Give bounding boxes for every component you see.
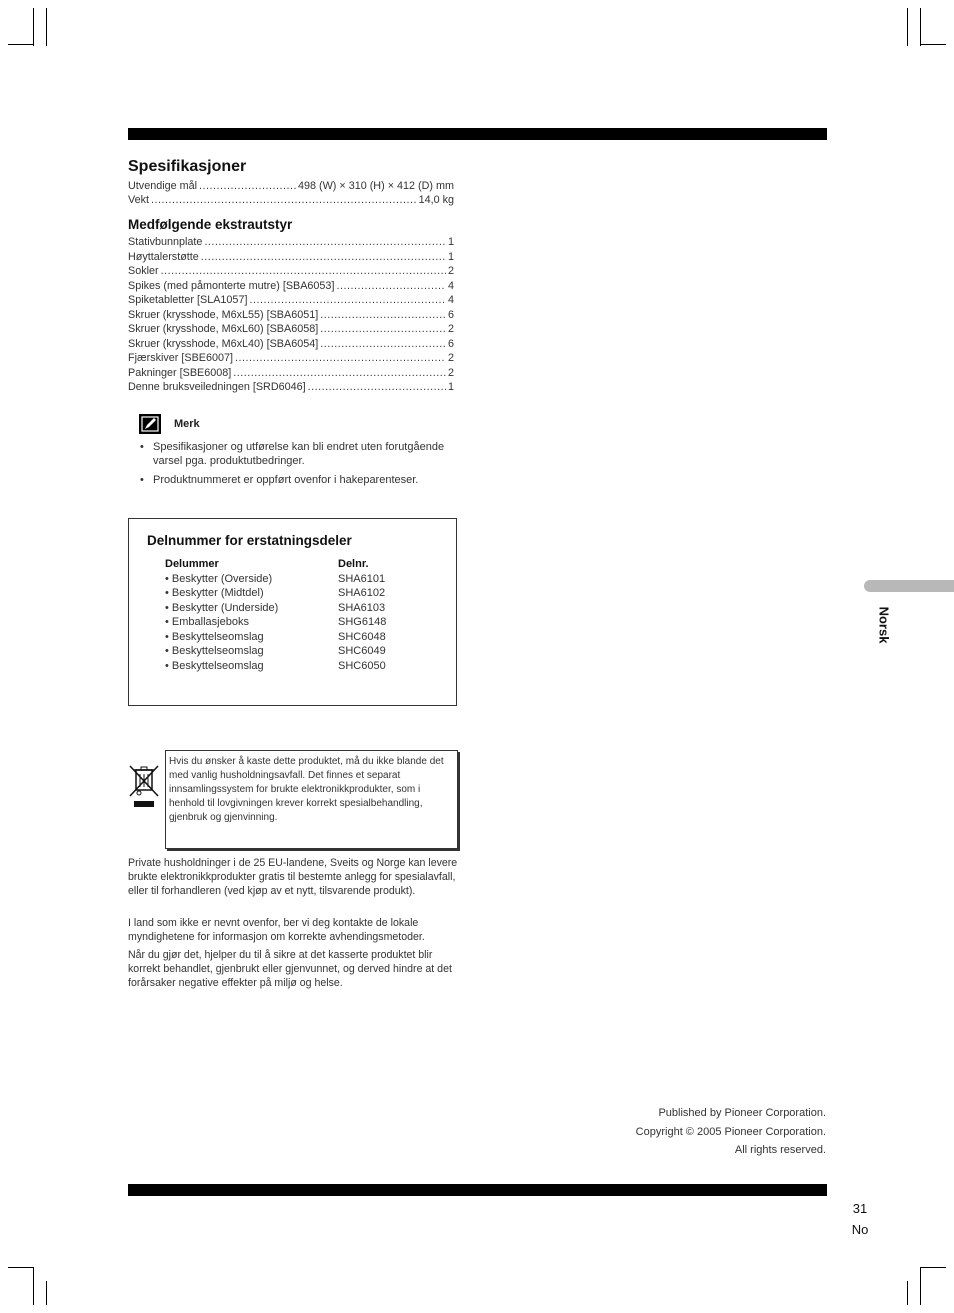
spec-row: Utvendige mål ..... 498 (W) × 310 (H) × 412 (D) mm xyxy=(128,179,454,194)
table-row: • Emballasjeboks SHG6148 xyxy=(165,616,387,628)
footer-rule xyxy=(128,1184,827,1196)
page-number: 31 xyxy=(852,1201,868,1216)
header-rule xyxy=(128,128,827,140)
parts-box xyxy=(128,518,457,706)
table-header: Delummer Delnr. xyxy=(165,558,369,570)
list-item: Fjærskiver [SBE6007] ..... 2 xyxy=(128,351,454,366)
list-item: Spiketabletter [SLA1057] ..... 4 xyxy=(128,293,454,308)
disposal-paragraph: I land som ikke er nevnt ovenfor, ber vi deg kontakte de lokale myndighetene for informasjon om korrekte avhendingsmetoder. xyxy=(128,917,425,943)
language-label: Norsk xyxy=(876,606,892,644)
publisher-line: Published by Pioneer Corporation. xyxy=(658,1107,826,1119)
note-title: Merk xyxy=(174,418,200,430)
specs-title: Spesifikasjoner xyxy=(128,158,247,175)
disposal-paragraph: Private husholdninger i de 25 EU-landene, Sveits og Norge kan levere brukte elektronikkprodukter gratis til bestemte anlegg for spesialavfall, eller til forhandleren (ved kjøp av et nytt, tilsvarende produkt). xyxy=(128,857,458,897)
table-row: • Beskyttelseomslag SHC6049 xyxy=(165,645,386,657)
list-item: Skruer (krysshode, M6xL55) [SBA6051] ..... 6 xyxy=(128,308,454,323)
parts-table xyxy=(165,557,386,673)
table-row: • Beskytter (Underside) SHA6103 xyxy=(165,601,386,614)
page-footer xyxy=(845,1198,875,1240)
list-item: Stativbunnplate ..... 1 xyxy=(128,235,454,250)
accessories-list xyxy=(128,235,454,395)
note-list xyxy=(140,440,460,492)
pencil-note-icon xyxy=(139,414,161,434)
disposal-notice: Hvis du ønsker å kaste dette produktet, må du ikke blande det med vanlig husholdningsavfall. Det finnes et separat innsamlingssystem for brukte elektronikkprodukter, som i henhold til lovgivningen krever korrekt spesialbehandling, gjenbruk og gjenvinning. xyxy=(165,750,458,849)
copyright-line: Copyright © 2005 Pioneer Corporation. xyxy=(635,1125,826,1138)
table-row: • Beskytter (Overside) SHA6101 xyxy=(165,572,386,585)
list-item: Spikes (med påmonterte mutre) [SBA6053] ..... 4 xyxy=(128,279,454,294)
rights-line: All rights reserved. xyxy=(734,1144,826,1156)
table-row: • Beskyttelseomslag SHC6050 xyxy=(165,659,386,672)
parts-title: Delnummer for erstatningsdeler xyxy=(147,533,352,548)
table-row: • Beskytter (Midtdel) SHA6102 xyxy=(165,587,386,599)
list-item: Sokler ..... 2 xyxy=(128,264,454,279)
list-item: Pakninger [SBE6008] ..... 2 xyxy=(128,366,454,381)
accessories-title: Medfølgende ekstrautstyr xyxy=(128,217,293,232)
language-tab xyxy=(864,580,954,592)
spec-row: Vekt ..... 14,0 kg xyxy=(128,193,454,208)
list-item: Skruer (krysshode, M6xL40) [SBA6054] ..... 6 xyxy=(128,337,454,352)
publisher-info xyxy=(636,1104,826,1160)
disposal-paragraph: Når du gjør det, hjelper du til å sikre at det kasserte produktet blir korrekt behandlet, gjenbrukt eller gjenvunnet, og derved hindre at det forårsaker negative effekter på miljø og helse. xyxy=(128,949,452,989)
list-item: • Produktnummeret er oppført ovenfor i hakeparenteser. xyxy=(140,474,419,486)
language-code: No xyxy=(851,1222,869,1237)
list-item: Denne bruksveiledningen [SRD6046] ..... 1 xyxy=(128,380,454,395)
list-item: Skruer (krysshode, M6xL60) [SBA6058] ..... 2 xyxy=(128,322,454,337)
list-item: • Spesifikasjoner og utførelse kan bli endret uten forutgående varsel pga. produktutbedringer. xyxy=(140,441,445,467)
table-row: • Beskyttelseomslag SHC6048 xyxy=(165,630,386,643)
crossed-bin-icon xyxy=(128,764,160,808)
list-item: Høyttalerstøtte ..... 1 xyxy=(128,250,454,265)
